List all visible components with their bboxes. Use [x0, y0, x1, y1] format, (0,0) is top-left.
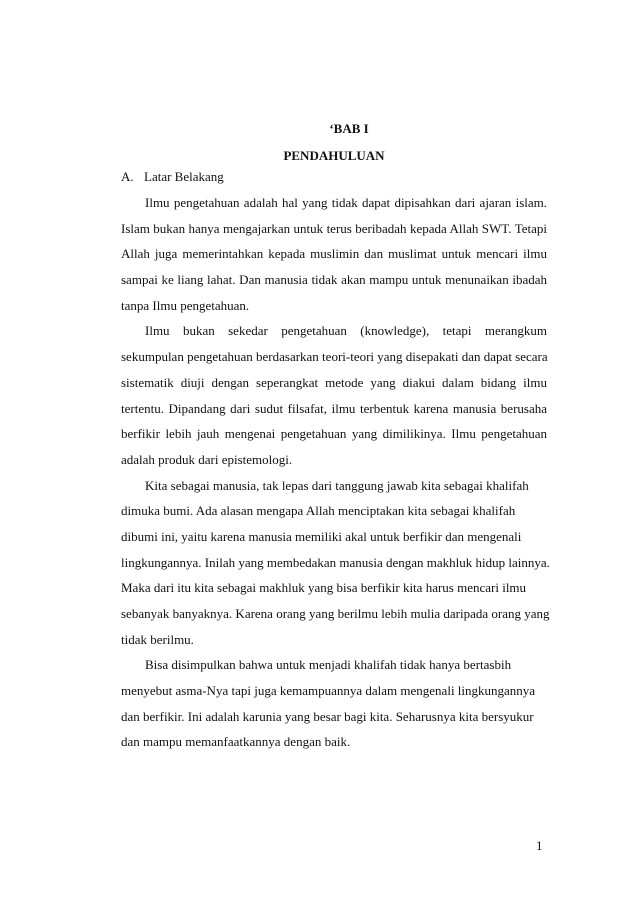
body-text	[121, 190, 550, 755]
text-line: lingkungannya. Inilah yang membedakan manusia dengan makhluk hidup lainnya.	[121, 554, 550, 570]
text-line: Islam bukan hanya mengajarkan untuk terus beribadah kepada Allah SWT. Tetapi	[121, 220, 547, 236]
text-line: tanpa Ilmu pengetahuan.	[121, 297, 250, 313]
text-line: Maka dari itu kita sebagai makhluk yang bisa berfikir kita harus mencari ilmu	[121, 580, 527, 596]
text-line: adalah produk dari epistemologi.	[121, 451, 293, 467]
text-line: tidak berilmu.	[121, 631, 194, 647]
text-line: Allah juga memerintahkan kepada muslimin dan muslimat untuk mencari ilmu	[121, 246, 547, 262]
text-line: Ilmu pengetahuan adalah hal yang tidak dapat dipisahkan dari ajaran islam.	[145, 195, 547, 210]
text-line: dimuka bumi. Ada alasan mengapa Allah menciptakan kita sebagai khalifah	[121, 503, 516, 519]
text-line: sistematik diuji dengan seperangkat metode yang diakui dalam bidang ilmu	[121, 374, 547, 390]
text-line: dan berfikir. Ini adalah karunia yang besar bagi kita. Seharusnya kita bersyukur	[121, 708, 534, 724]
text-line: berfikir lebih jauh mengenai pengetahuan yang dimilikinya. Ilmu pengetahuan	[121, 426, 547, 442]
text-line: Kita sebagai manusia, tak lepas dari tanggung jawab kita sebagai khalifah	[145, 477, 529, 493]
text-line: sekumpulan pengetahuan berdasarkan teori-teori yang disepakati dan dapat secara	[121, 349, 548, 365]
section-title: Latar Belakang	[144, 169, 224, 184]
text-line: Bisa disimpulkan bahwa untuk menjadi khalifah tidak hanya bertasbih	[145, 657, 512, 673]
text-line: sebanyak banyaknya. Karena orang yang berilmu lebih mulia daripada orang yang	[121, 606, 550, 621]
text-line: dan mampu memanfaatkannya dengan baik.	[121, 734, 351, 750]
section-number: A.	[121, 169, 134, 184]
page-number: 1	[536, 838, 543, 853]
text-line: tertentu. Dipandang dari sudut filsafat, ilmu terbentuk karena manusia berusaha	[121, 400, 547, 416]
text-line: menyebut asma-Nya tapi juga kemampuannya dalam mengenali lingkungannya	[121, 683, 536, 699]
text-line: dibumi ini, yaitu karena manusia memiliki akal untuk berfikir dan mengenali	[121, 528, 522, 544]
text-line: sampai ke liang lahat. Dan manusia tidak akan mampu untuk menunaikan ibadah	[121, 272, 547, 288]
chapter-label: ‘BAB I	[329, 121, 369, 136]
text-line: Ilmu bukan sekedar pengetahuan (knowledge), tetapi merangkum	[145, 323, 547, 339]
section-heading	[121, 169, 224, 185]
chapter-title: PENDAHULUAN	[283, 148, 385, 163]
